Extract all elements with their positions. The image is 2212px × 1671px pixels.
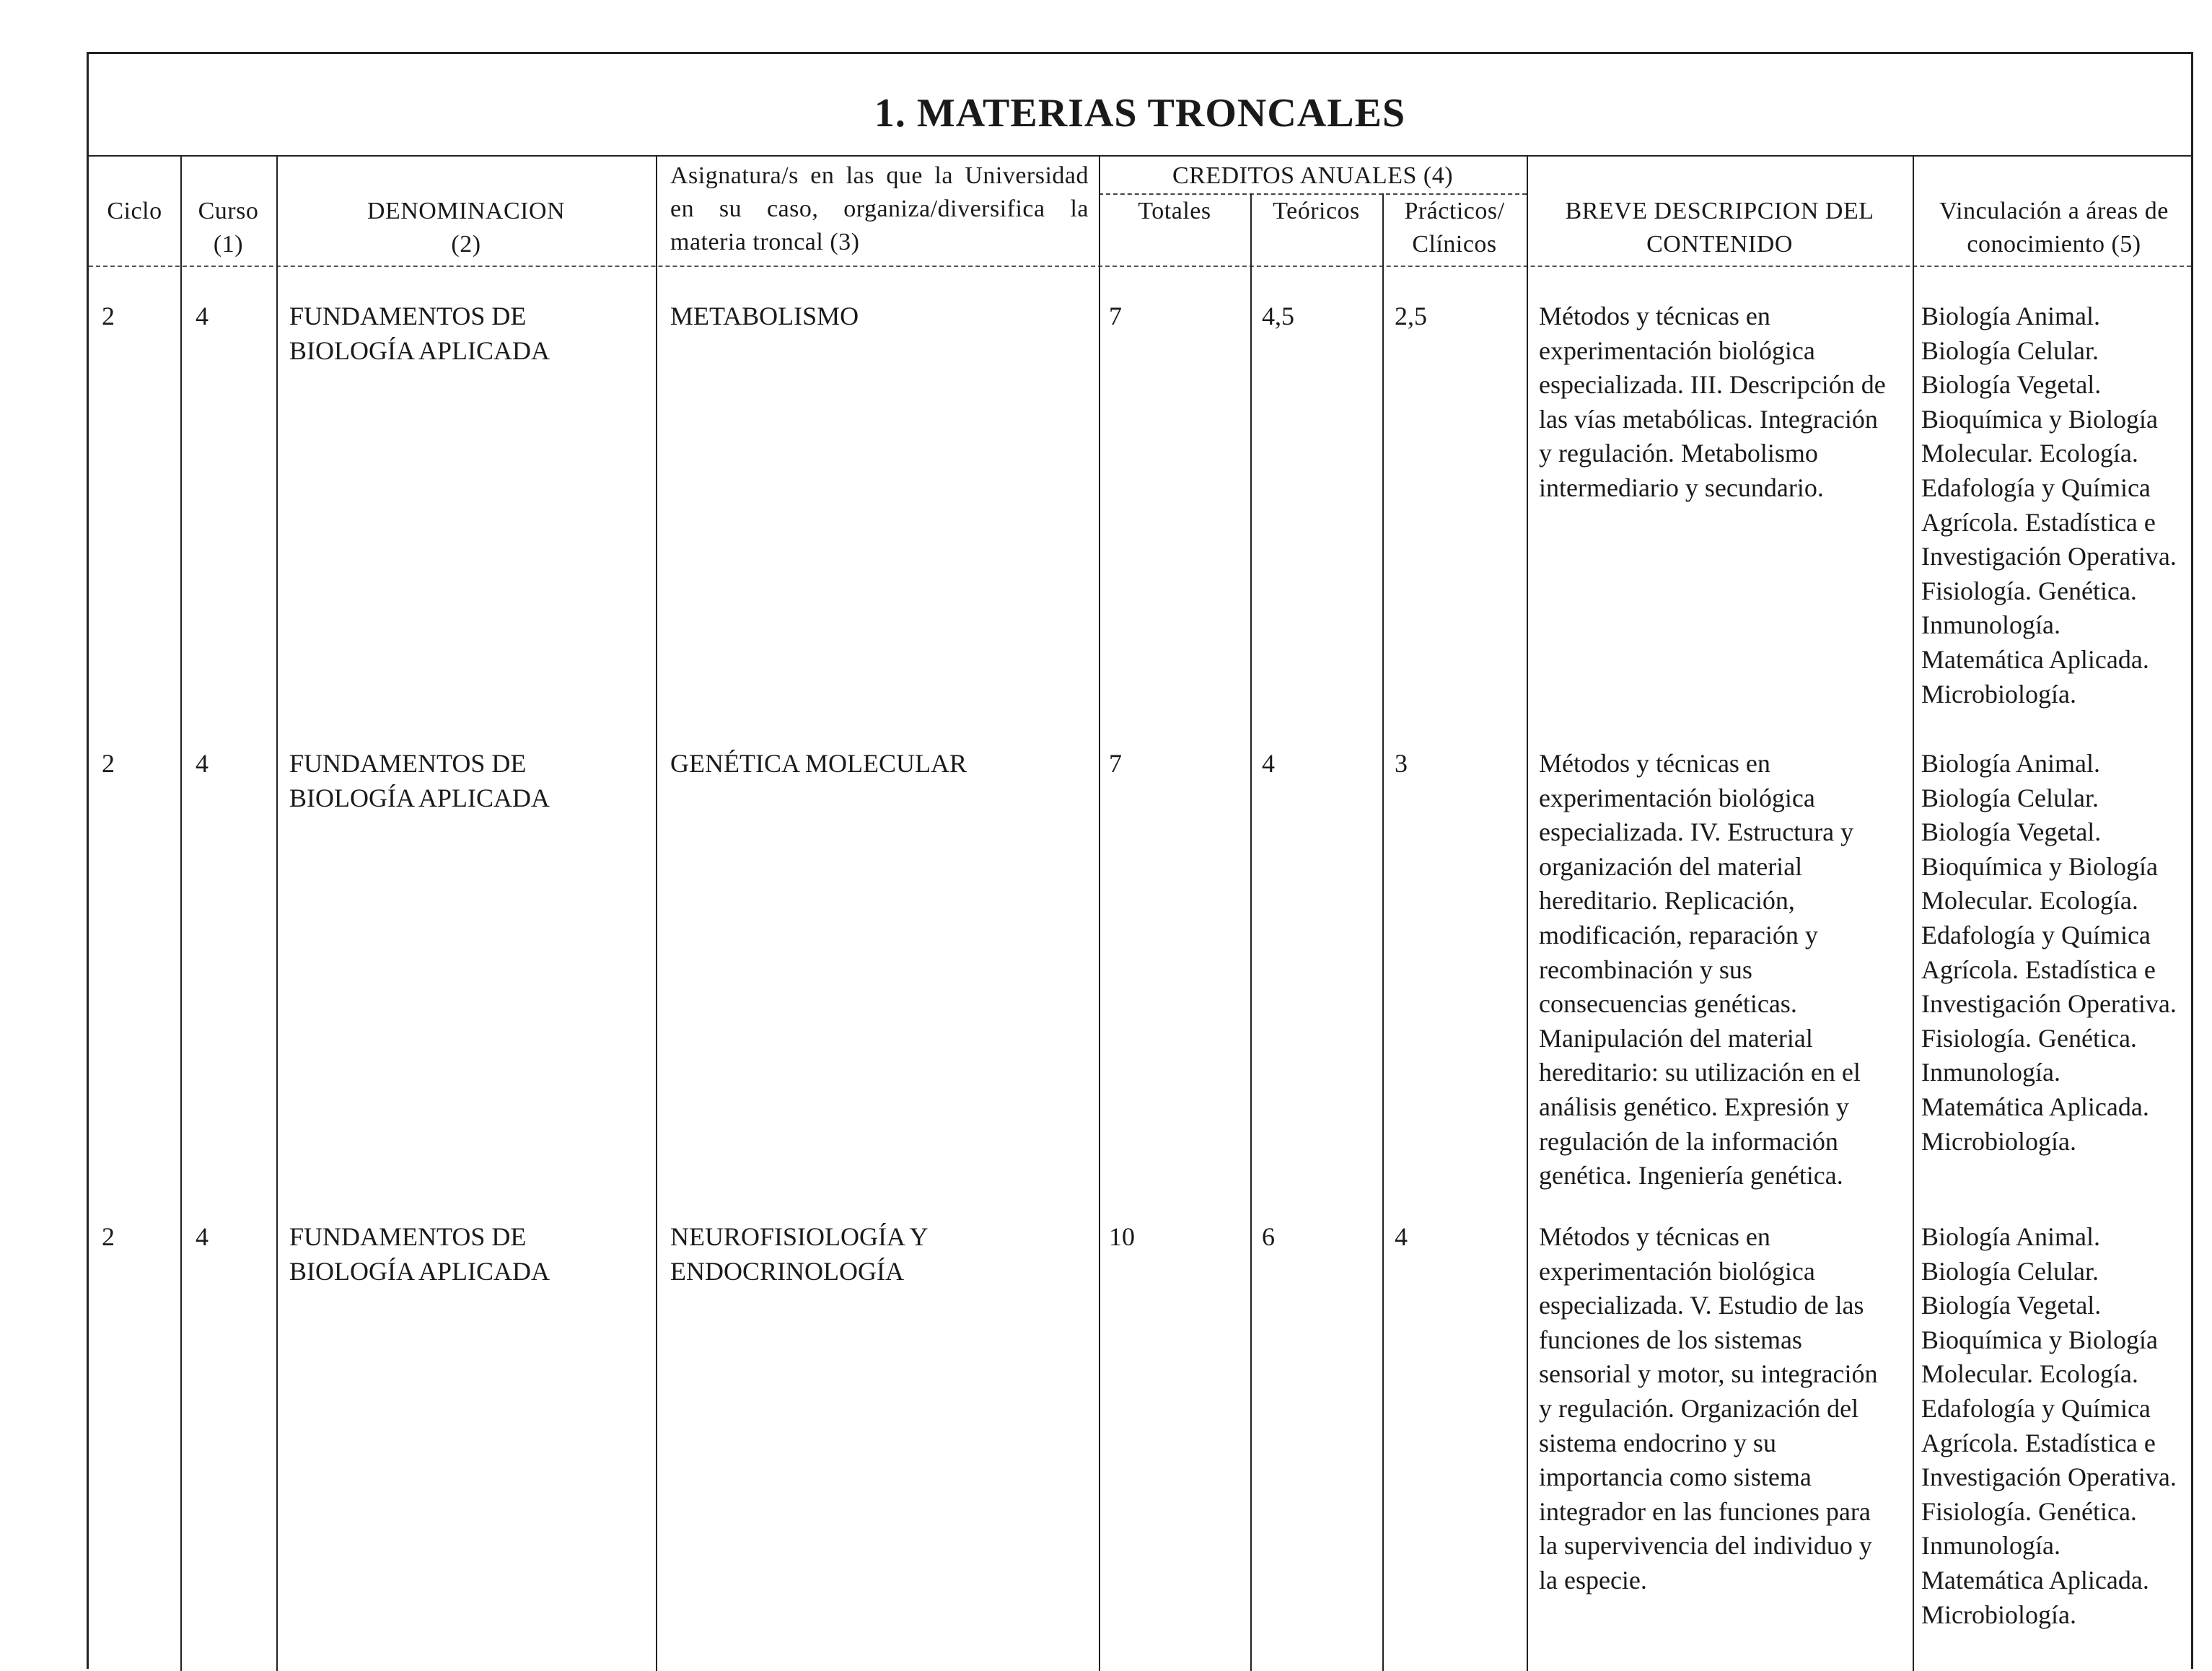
row3-teoricos: 6 [1262,1222,1275,1251]
row1-asignatura: METABOLISMO [670,302,859,330]
col-divider-vinculacion [1913,155,1914,1671]
header-vinculacion: Vinculación a áreas de conocimiento (5) [1939,198,2169,258]
header-divider [89,266,2191,267]
row3-ciclo: 2 [102,1222,115,1251]
row1-denominacion: FUNDAMENTOS DE BIOLOGÍA APLICADA [289,302,550,365]
row2-vinculacion: Biología Animal. Biología Celular. Biología Vegetal. Bioquímica y Biología Molecular. Ecología. Edafología y Química Agrícola. Estadística e Investigación Operativa. Fisiología. Genética. Inmunología. Matemática Aplicada. Microbiología. [1921,749,2177,1156]
row1-ciclo: 2 [102,302,115,330]
header-ciclo: Ciclo [107,198,162,224]
document-frame [87,52,2193,1669]
row2-denominacion: FUNDAMENTOS DE BIOLOGÍA APLICADA [289,749,550,812]
header-teoricos: Teóricos [1273,198,1360,224]
row1-curso: 4 [196,302,209,330]
header-practicos: Prácticos/ Clínicos [1404,198,1505,258]
col-divider-curso [180,155,182,1671]
row2-practicos: 3 [1395,749,1408,778]
header-curso: Curso (1) [198,198,259,258]
col-divider-descripcion [1527,155,1528,1671]
row3-denominacion: FUNDAMENTOS DE BIOLOGÍA APLICADA [289,1222,550,1286]
header-creditos: CREDITOS ANUALES (4) [1172,162,1454,189]
row1-practicos: 2,5 [1395,302,1427,330]
col-divider-teoricos [1250,193,1252,1671]
row3-curso: 4 [196,1222,209,1251]
row3-vinculacion: Biología Animal. Biología Celular. Biología Vegetal. Bioquímica y Biología Molecular. Ecología. Edafología y Química Agrícola. Estadística e Investigación Operativa. Fisiología. Genética. Inmunología. Matemática Aplicada. Microbiología. [1921,1222,2177,1629]
col-divider-asignatura [656,155,657,1671]
row3-asignatura: NEUROFISIOLOGÍA Y ENDOCRINOLOGÍA [670,1222,929,1286]
row2-asignatura: GENÉTICA MOLECULAR [670,749,967,778]
row2-totales: 7 [1109,749,1122,778]
row2-descripcion: Métodos y técnicas en experimentación biológica especializada. IV. Estructura y organización del material hereditario. Replicación, modificación, reparación y recombinación y sus consecuencias genéticas. Manipulación del material hereditario: su utilización en el análisis genético. Expresión y regulación de la información genética. Ingeniería genética. [1539,749,1861,1190]
header-descripcion: BREVE DESCRIPCION DEL CONTENIDO [1565,198,1874,258]
row3-descripcion: Métodos y técnicas en experimentación biológica especializada. V. Estudio de las funciones de los sistemas sensorial y motor, su integración y regulación. Organización del sistema endocrino y su importancia como sistema integrador en las funciones para la supervivencia del individuo y la especie. [1539,1222,1878,1595]
row1-vinculacion: Biología Animal. Biología Celular. Biología Vegetal. Bioquímica y Biología Molecular. Ecología. Edafología y Química Agrícola. Estadística e Investigación Operativa. Fisiología. Genética. Inmunología. Matemática Aplicada. Microbiología. [1921,302,2177,709]
header-totales: Totales [1138,198,1211,224]
header-asignatura: Asignatura/s en las que la Universidad en su caso, organiza/diversifica la materia troncal (3) [670,162,1089,255]
row2-ciclo: 2 [102,749,115,778]
col-divider-practicos [1382,193,1384,1671]
col-divider-denominacion [276,155,278,1671]
row1-descripcion: Métodos y técnicas en experimentación biológica especializada. III. Descripción de las vías metabólicas. Integración y regulación. Metabolismo intermediario y secundario. [1539,302,1886,502]
document-title: 1. MATERIAS TRONCALES [874,91,1406,136]
row3-practicos: 4 [1395,1222,1408,1251]
title-divider [89,155,2191,157]
row3-totales: 10 [1109,1222,1135,1251]
header-denominacion: DENOMINACION (2) [367,198,566,258]
row1-teoricos: 4,5 [1262,302,1294,330]
row1-totales: 7 [1109,302,1122,330]
col-divider-totales [1099,155,1100,1671]
row2-curso: 4 [196,749,209,778]
row2-teoricos: 4 [1262,749,1275,778]
